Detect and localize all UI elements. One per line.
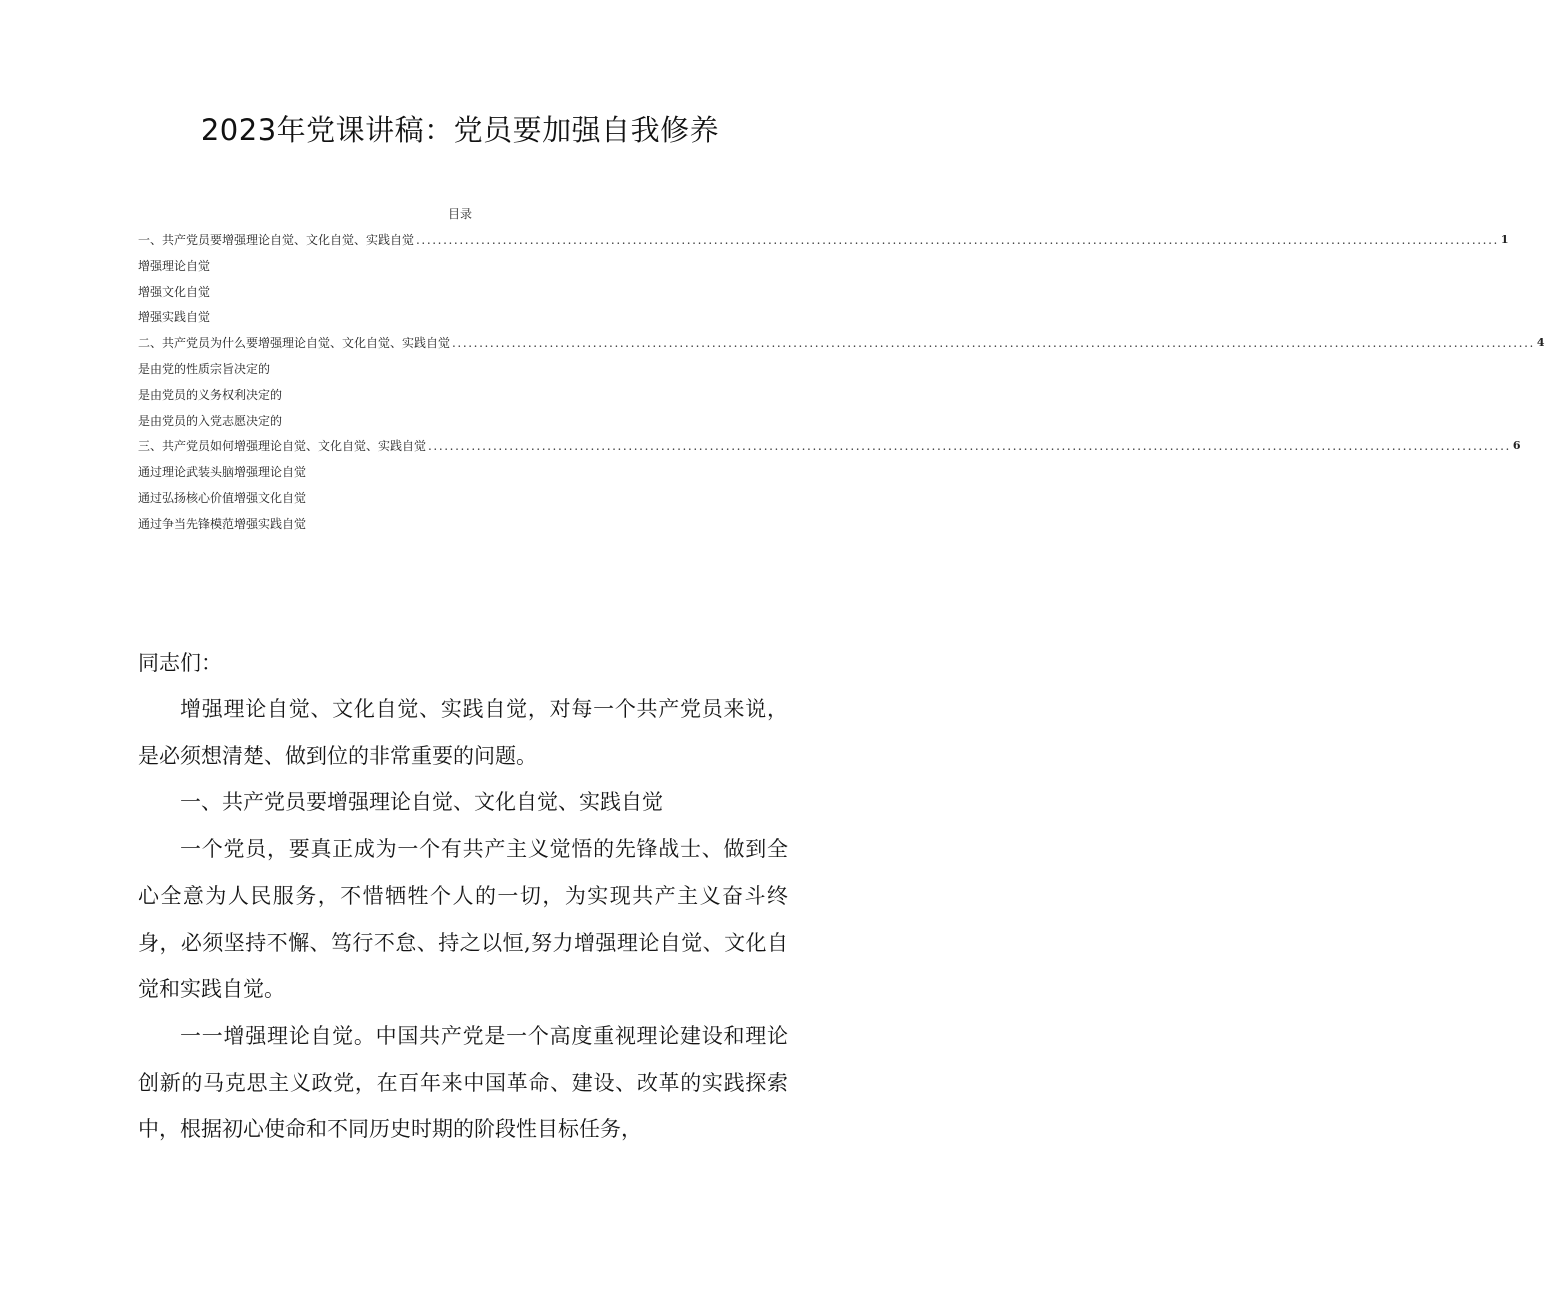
salutation: 同志们： [138, 651, 222, 675]
toc-dot-leader: ........................................................................................................................................................................................................ [416, 233, 1499, 247]
toc-entry-text: 二、共产党员为什么要增强理论自觉、文化自觉、实践自觉 [138, 336, 451, 351]
document-title: 2023年党课讲稿：党员要加强自我修养 [200, 113, 720, 147]
toc-entry[interactable] [138, 335, 1545, 361]
toc-entry-text: 增强文化自觉 [138, 284, 211, 299]
toc-entry-text: 是由党的性质宗旨决定的 [138, 361, 271, 376]
toc-dot-leader: ........................................................................................................................................................................................................ [452, 336, 1535, 351]
toc-page-number: 1 [1500, 233, 1509, 246]
section-heading: 一、共产党员要增强理论自觉、文化自觉、实践自觉 [180, 790, 663, 815]
toc-entry[interactable] [138, 258, 778, 284]
body-paragraph: 一个党员，要真正成为一个有共产主义觉悟的先锋战士、做到全心全意为人民服务，不惜牺牲个人的一切，为实现共产主义奋斗终身，必须坚持不懈、笃行不怠、持之以恒,努力增强理论自觉、文化自觉和实践自觉。 [138, 837, 788, 1002]
toc-entry[interactable] [138, 309, 778, 335]
toc-entry[interactable] [138, 232, 1509, 258]
toc-entry-text: 通过理论武装头脑增强理论自觉 [138, 465, 307, 480]
toc-entry-text: 三、共产党员如何增强理论自觉、文化自觉、实践自觉 [138, 439, 427, 454]
toc-entry[interactable] [138, 516, 778, 542]
toc-entry-text: 是由党员的义务权利决定的 [138, 387, 283, 402]
toc-entry[interactable] [138, 464, 778, 490]
toc-page-number: 4 [1536, 336, 1545, 350]
toc-entry-text: 增强实践自觉 [138, 310, 211, 325]
toc-entry-text: 增强理论自觉 [138, 258, 211, 273]
toc-entry-text: 通过弘扬核心价值增强文化自觉 [138, 490, 307, 505]
table-of-contents [138, 232, 1545, 542]
toc-entry[interactable] [138, 284, 778, 310]
toc-dot-leader: ........................................................................................................................................................................................................ [428, 439, 1511, 454]
toc-entry[interactable] [138, 361, 778, 387]
toc-entry-text: 一、共产党员要增强理论自觉、文化自觉、实践自觉 [138, 233, 415, 247]
toc-entry-text: 通过争当先锋模范增强实践自觉 [138, 516, 307, 531]
body-paragraph: 一一增强理论自觉。中国共产党是一个高度重视理论建设和理论创新的马克思主义政党，在百年来中国革命、建设、改革的实践探索中，根据初心使命和不同历史时期的阶段性目标任务， [138, 1023, 788, 1142]
document-body [138, 640, 788, 1153]
toc-heading: 目录 [447, 207, 472, 221]
toc-page-number: 6 [1512, 439, 1521, 453]
toc-entry[interactable] [138, 438, 1521, 464]
toc-entry-text: 是由党员的入党志愿决定的 [138, 413, 283, 428]
toc-entry[interactable] [138, 490, 778, 516]
toc-entry[interactable] [138, 413, 778, 439]
toc-entry[interactable] [138, 387, 778, 413]
body-paragraph: 增强理论自觉、文化自觉、实践自觉，对每一个共产党员来说，是必须想清楚、做到位的非常重要的问题。 [138, 697, 788, 768]
